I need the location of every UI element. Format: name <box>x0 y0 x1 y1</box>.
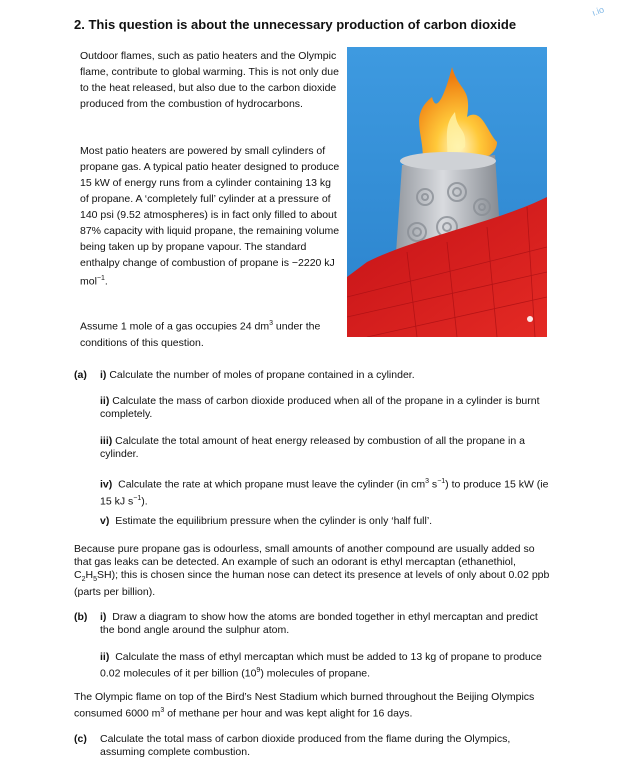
intro-paragraph-2: Most patio heaters are powered by small cylinders of propane gas. A typical patio heater designed to produce 15 kW of energy runs from a cylinder containing 13 kg of propane. A ‘completely full’ cylinder at a pressure of 140 psi (9.52 atmospheres) is in fact only filled to about 87% capacity with liquid propane, the remaining volume being taken up by propane vapour. The standard enthalpy change of combustion of propane is −2220 kJ mol$^{-1}$. <box>80 145 340 288</box>
question-c: Calculate the total mass of carbon dioxide produced from the flame during the Olympics, assuming complete combustion. <box>100 733 511 758</box>
question-a-iv: iv) Calculate the rate at which propane must leave the cylinder (in $cm^3$ $s^{-1}$) to produce 15 kW (ie 15 kJ $s^{-1}$). <box>100 478 549 507</box>
question-a-ii: ii) Calculate the mass of carbon dioxide produced when all of the propane in a cylinder is burnt completely. <box>100 395 540 420</box>
intro-paragraph-3: Assume 1 mole of a gas occupies 24 $dm^3$ under the conditions of this question. <box>80 320 321 349</box>
olympic-torch-photo <box>347 47 547 337</box>
part-c-label: (c) <box>74 733 87 745</box>
question-a-iii: iii) Calculate the total amount of heat energy released by combustion of all the propane in a cylinder. <box>100 435 525 460</box>
part-a-label: (a) <box>74 369 87 381</box>
odorant-paragraph: Because pure propane gas is odourless, small amounts of another compound are usually added so that gas leaks can be detected. An example of such an odorant is ethyl mercaptan (ethanethiol, $C_2H_5SH$); this is chosen since the human nose can detect its presence at levels of only about 0.02 ppb (parts per billion). <box>74 543 550 599</box>
corner-watermark <box>584 0 624 20</box>
question-b-ii: ii) Calculate the mass of ethyl mercaptan which must be added to 13 kg of propane to produce 0.02 molecules of it per billion $(10^9)$ molecules of propane. <box>100 651 542 680</box>
question-b-i: i) Draw a diagram to show how the atoms are bonded together in ethyl mercaptan and predict the bond angle around the sulphur atom. <box>100 611 538 636</box>
question-a-v: v) Estimate the equilibrium pressure when the cylinder is only ‘half full’. <box>100 515 433 527</box>
question-title: 2. This question is about the unnecessary production of carbon dioxide <box>74 17 517 32</box>
svg-text:ı.io: ı.io <box>590 4 606 18</box>
intro-paragraph-1: Outdoor flames, such as patio heaters and the Olympic flame, contribute to global warming. This is not only due to the heat released, but also due to the carbon dioxide produced from the combustion of hydrocarbons. <box>80 50 339 110</box>
question-a-i: i) Calculate the number of moles of propane contained in a cylinder. <box>100 369 415 381</box>
olympic-flame-paragraph: The Olympic flame on top of the Bird’s Nest Stadium which burned throughout the Beijing Olympics consumed 6000 $m^3$ of methane per hour and was kept alight for 16 days. <box>74 691 535 720</box>
part-b-label: (b) <box>74 611 88 623</box>
